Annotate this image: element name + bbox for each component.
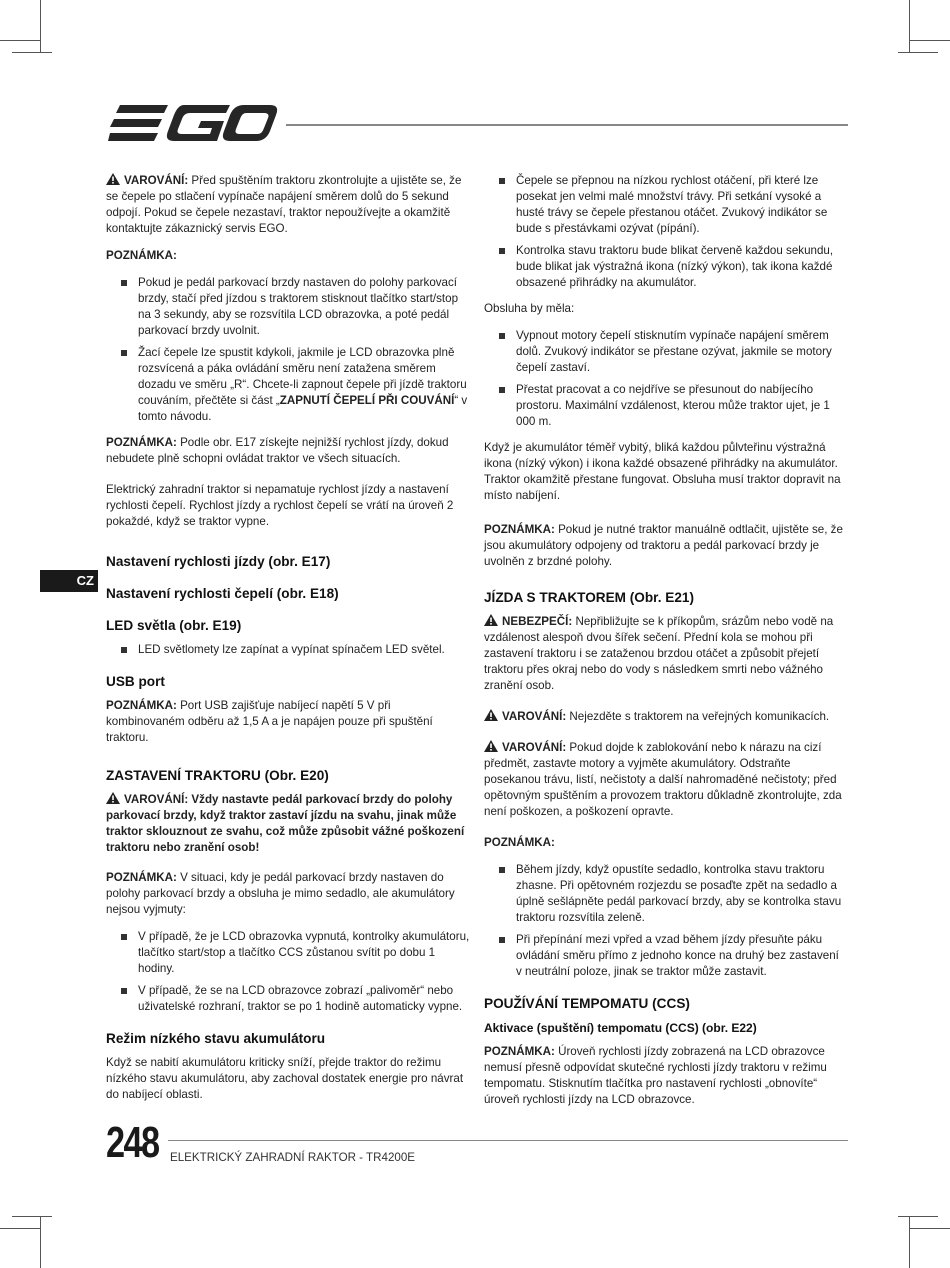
danger-text: Nepřibližujte se k příkopům, srázům nebo vodě na vzdálenost alespoň dvou šířek sečení. Přední kola se mohou při zastavení traktoru i se zataženou brzdou otáčet a způsobit přejetí traktoru přes okraj nebo do vody s následkem smrti nebo vážného zranění osob. — [484, 615, 834, 692]
note-paragraph — [106, 870, 470, 918]
list-item — [106, 345, 470, 425]
crop-mark — [910, 40, 950, 41]
note-paragraph — [106, 435, 470, 467]
body-paragraph: Když se nabití akumulátoru kriticky sníží, přejde traktor do režimu nízkého stavu akumulátoru, aby zachoval dostatek energie pro návrat do nabíjecí oblasti. — [106, 1056, 464, 1101]
warning-label: VAROVÁNÍ: — [502, 710, 567, 723]
crop-mark — [12, 1216, 52, 1217]
crop-mark — [898, 1216, 938, 1217]
list-item: Přestat pracovat a co nejdříve se přesunout do nabíjecího prostoru. Maximální vzdálenost, kterou může traktor ujet, je 1 000 m. — [484, 382, 846, 430]
list-item: Během jízdy, když opustíte sedadlo, kontrolka stavu traktoru zhasne. Při opětovném rozjezdu se posaďte zpět na sedadlo a úplně sešlápněte pedál parkovací brzdy, aby se kontrolka stavu traktoru rozsvítila zeleně. — [484, 862, 846, 926]
note-label — [106, 248, 470, 264]
warning-icon — [106, 173, 120, 185]
warning-label: VAROVÁNÍ: — [124, 793, 189, 806]
footer-rule — [168, 1140, 848, 1141]
list-item-text: Žací čepele lze spustit kdykoli, jakmile je LCD obrazovka plně rozsvícená a páka ovládání směru není zatažena směrem dozadu ve směru „R“. Chcete-li zapnout čepele při jízdě traktoru couváním, přečtěte si část „ — [138, 346, 467, 407]
heading-stop: ZASTAVENÍ TRAKTORU (Obr. E20) — [106, 768, 329, 783]
note-label-text: POZNÁMKA: — [484, 1045, 555, 1058]
crop-mark — [40, 0, 41, 52]
danger-label: NEBEZPEČÍ: — [502, 615, 573, 628]
note-text: Port USB zajišťuje nabíjecí napětí 5 V při kombinovaném odběru až 1,5 A a je napájen pouze při spuštění traktoru. — [106, 699, 433, 744]
list-item: Pokud je pedál parkovací brzdy nastaven do polohy parkovací brzdy, stačí před jízdou s traktorem stisknout tlačítko start/stop na 3 sekundy, aby se rozsvítila LCD obrazovka, a poté pedál parkovací brzdy uvolnit. — [106, 275, 470, 339]
list-item: V případě, že je LCD obrazovka vypnutá, kontrolky akumulátoru, tlačítko start/stop a tlačítko CCS zůstanou svítit po dobu 1 hodiny. — [106, 929, 470, 977]
warning-paragraph — [484, 740, 846, 820]
heading-usb: USB port — [106, 674, 165, 689]
crop-mark — [898, 52, 938, 53]
note-list — [106, 929, 470, 1015]
crop-mark — [909, 0, 910, 52]
list-item: Při přepínání mezi vpřed a vzad během jízdy přesuňte páku ovládání směru přímo z jednoho konce na druhý bez zastavení v neutrální poloze, jinak se traktor může zastavit. — [484, 932, 846, 980]
note-paragraph — [484, 522, 846, 570]
note-text: V situaci, kdy je pedál parkovací brzdy nastaven do polohy parkovací brzdy a obsluha je mimo sedadlo, ale akumulátory nejsou vyjmuty: — [106, 871, 455, 916]
cross-reference: ZAPNUTÍ ČEPELÍ PŘI COUVÁNÍ — [279, 394, 455, 407]
note-label-text: POZNÁMKA: — [106, 249, 177, 262]
footer-title: ELEKTRICKÝ ZAHRADNÍ RAKTOR - TR4200E — [170, 1151, 416, 1164]
heading-riding: JÍZDA S TRAKTOREM (Obr. E21) — [484, 590, 694, 605]
header-rule — [286, 124, 848, 126]
low-battery-list — [484, 173, 846, 291]
warning-icon — [484, 709, 498, 721]
warning-icon — [484, 740, 498, 752]
danger-icon — [484, 614, 498, 626]
crop-mark — [0, 1228, 40, 1229]
warning-paragraph — [484, 709, 846, 725]
list-item: Kontrolka stavu traktoru bude blikat červeně každou sekundu, bude blikat jak výstražná ikona (nízký výkon), tak ikona každé obsazené přihrádky na akumulátor. — [484, 243, 846, 291]
warning-label: VAROVÁNÍ: — [502, 741, 567, 754]
note-paragraph — [106, 698, 470, 746]
note-label-text: POZNÁMKA: — [106, 699, 177, 712]
note-text: Úroveň rychlosti jízdy zobrazená na LCD obrazovce nemusí přesně odpovídat skutečné rychlosti jízdy traktoru v režimu tempomatu. Stisknutím tlačítka pro nastavení rychlosti „obnovíte“ úroveň rychlosti jízdy na LCD obrazovce. — [484, 1045, 827, 1106]
warning-text: Před spuštěním traktoru zkontrolujte a ujistěte se, že se čepele po stlačení vypínače napájení směrem dolů do 5 sekund odpojí. Pokud se čepele nezastaví, traktor nepoužívejte a okamžitě kontaktujte zákaznický servis EGO. — [106, 174, 462, 235]
body-paragraph: Když je akumulátor téměř vybitý, bliká každou půlvteřinu výstražná ikona (nízký výkon) i ikona každé obsazené přihrádky na akumulátor. Traktor okamžitě přestane fungovat. Obsluha musí traktor dopravit na místo nabíjení. — [484, 441, 841, 502]
heading-low-battery: Režim nízkého stavu akumulátoru — [106, 1031, 326, 1046]
note-paragraph — [484, 1044, 846, 1108]
ego-logo — [106, 100, 278, 146]
subheading-cruise-activation: Aktivace (spuštění) tempomatu (CCS) (obr. E22) — [484, 1021, 757, 1035]
body-paragraph: Elektrický zahradní traktor si nepamatuje rychlost jízdy a nastavení rychlosti čepelí. Rychlost jízdy a rychlost čepelí se vrátí na úroveň 2 pokaždé, když se traktor vypne. — [106, 483, 454, 528]
body-paragraph: Obsluha by měla: — [484, 302, 575, 315]
list-item: Čepele se přepnou na nízkou rychlost otáčení, při které lze posekat jen velmi malé množství trávy. Při setkání vysoké a husté trávy se čepele přestanou otáčet. Zvukový indikátor se bude s přestávkami ozývat (pípání). — [484, 173, 846, 237]
left-column — [106, 173, 470, 1114]
crop-mark — [12, 52, 52, 53]
warning-paragraph — [106, 792, 470, 856]
heading-led: LED světla (obr. E19) — [106, 618, 242, 633]
warning-icon — [106, 792, 120, 804]
heading-blade-speed: Nastavení rychlosti čepelí (obr. E18) — [106, 586, 339, 601]
operator-list — [484, 328, 846, 430]
crop-mark — [910, 1228, 950, 1229]
heading-speed: Nastavení rychlosti jízdy (obr. E17) — [106, 554, 331, 569]
note-label-text: POZNÁMKA: — [106, 436, 177, 449]
warning-text: Nejezděte s traktorem na veřejných komunikacích. — [566, 710, 830, 723]
note-text: Pokud je nutné traktor manuálně odtlačit, ujistěte se, že jsou akumulátory odpojeny od traktoru a pedál parkovací brzdy je uvolněn z brzdné polohy. — [484, 523, 843, 568]
language-tab: CZ — [40, 570, 98, 592]
list-item: LED světlomety lze zapínat a vypínat spínačem LED světel. — [106, 642, 470, 658]
note-label-text: POZNÁMKA: — [484, 523, 555, 536]
list-item: Vypnout motory čepelí stisknutím vypínače napájení směrem dolů. Zvukový indikátor se přestane ozývat, jakmile se motory čepelí zastaví. — [484, 328, 846, 376]
note-label-text: POZNÁMKA: — [484, 836, 555, 849]
crop-mark — [909, 1216, 910, 1268]
note-list — [484, 862, 846, 980]
warning-text: Vždy nastavte pedál parkovací brzdy do polohy parkovací brzdy, když traktor zastaví jízdu na svahu, jinak může traktor sklouznout ze svahu, což může způsobit vážné poškození traktoru nebo zranění osob! — [106, 793, 465, 854]
danger-paragraph — [484, 614, 846, 694]
note-text: Podle obr. E17 získejte nejnižší rychlost jízdy, dokud nebudete plně schopni ovládat traktor ve všech situacích. — [106, 436, 449, 465]
heading-cruise-control: POUŽÍVÁNÍ TEMPOMATU (CCS) — [484, 996, 690, 1011]
warning-text: Pokud dojde k zablokování nebo k nárazu na cizí předmět, zastavte motory a vyjměte akumulátory. Odstraňte posekanou trávu, listí, nečistoty a další nahromaděné nečistoty; před opětovným spuštěním a provozem traktoru důkladně zkontrolujte, zda není poškozen, a poškození opravte. — [484, 741, 842, 818]
warning-label: VAROVÁNÍ: — [124, 174, 189, 187]
page-number: 248 — [106, 1118, 159, 1167]
note-label — [484, 835, 846, 851]
note-list — [106, 275, 470, 425]
note-label-text: POZNÁMKA: — [106, 871, 177, 884]
crop-mark — [40, 1216, 41, 1268]
list-item: V případě, že se na LCD obrazovce zobrazí „palivoměr“ nebo uživatelské rozhraní, traktor se po 1 hodině automaticky vypne. — [106, 983, 470, 1015]
crop-mark — [0, 40, 40, 41]
right-column — [484, 173, 846, 1119]
warning-paragraph — [106, 173, 470, 237]
led-list — [106, 642, 470, 658]
list-item-text: “ v tomto návodu. — [138, 394, 468, 423]
